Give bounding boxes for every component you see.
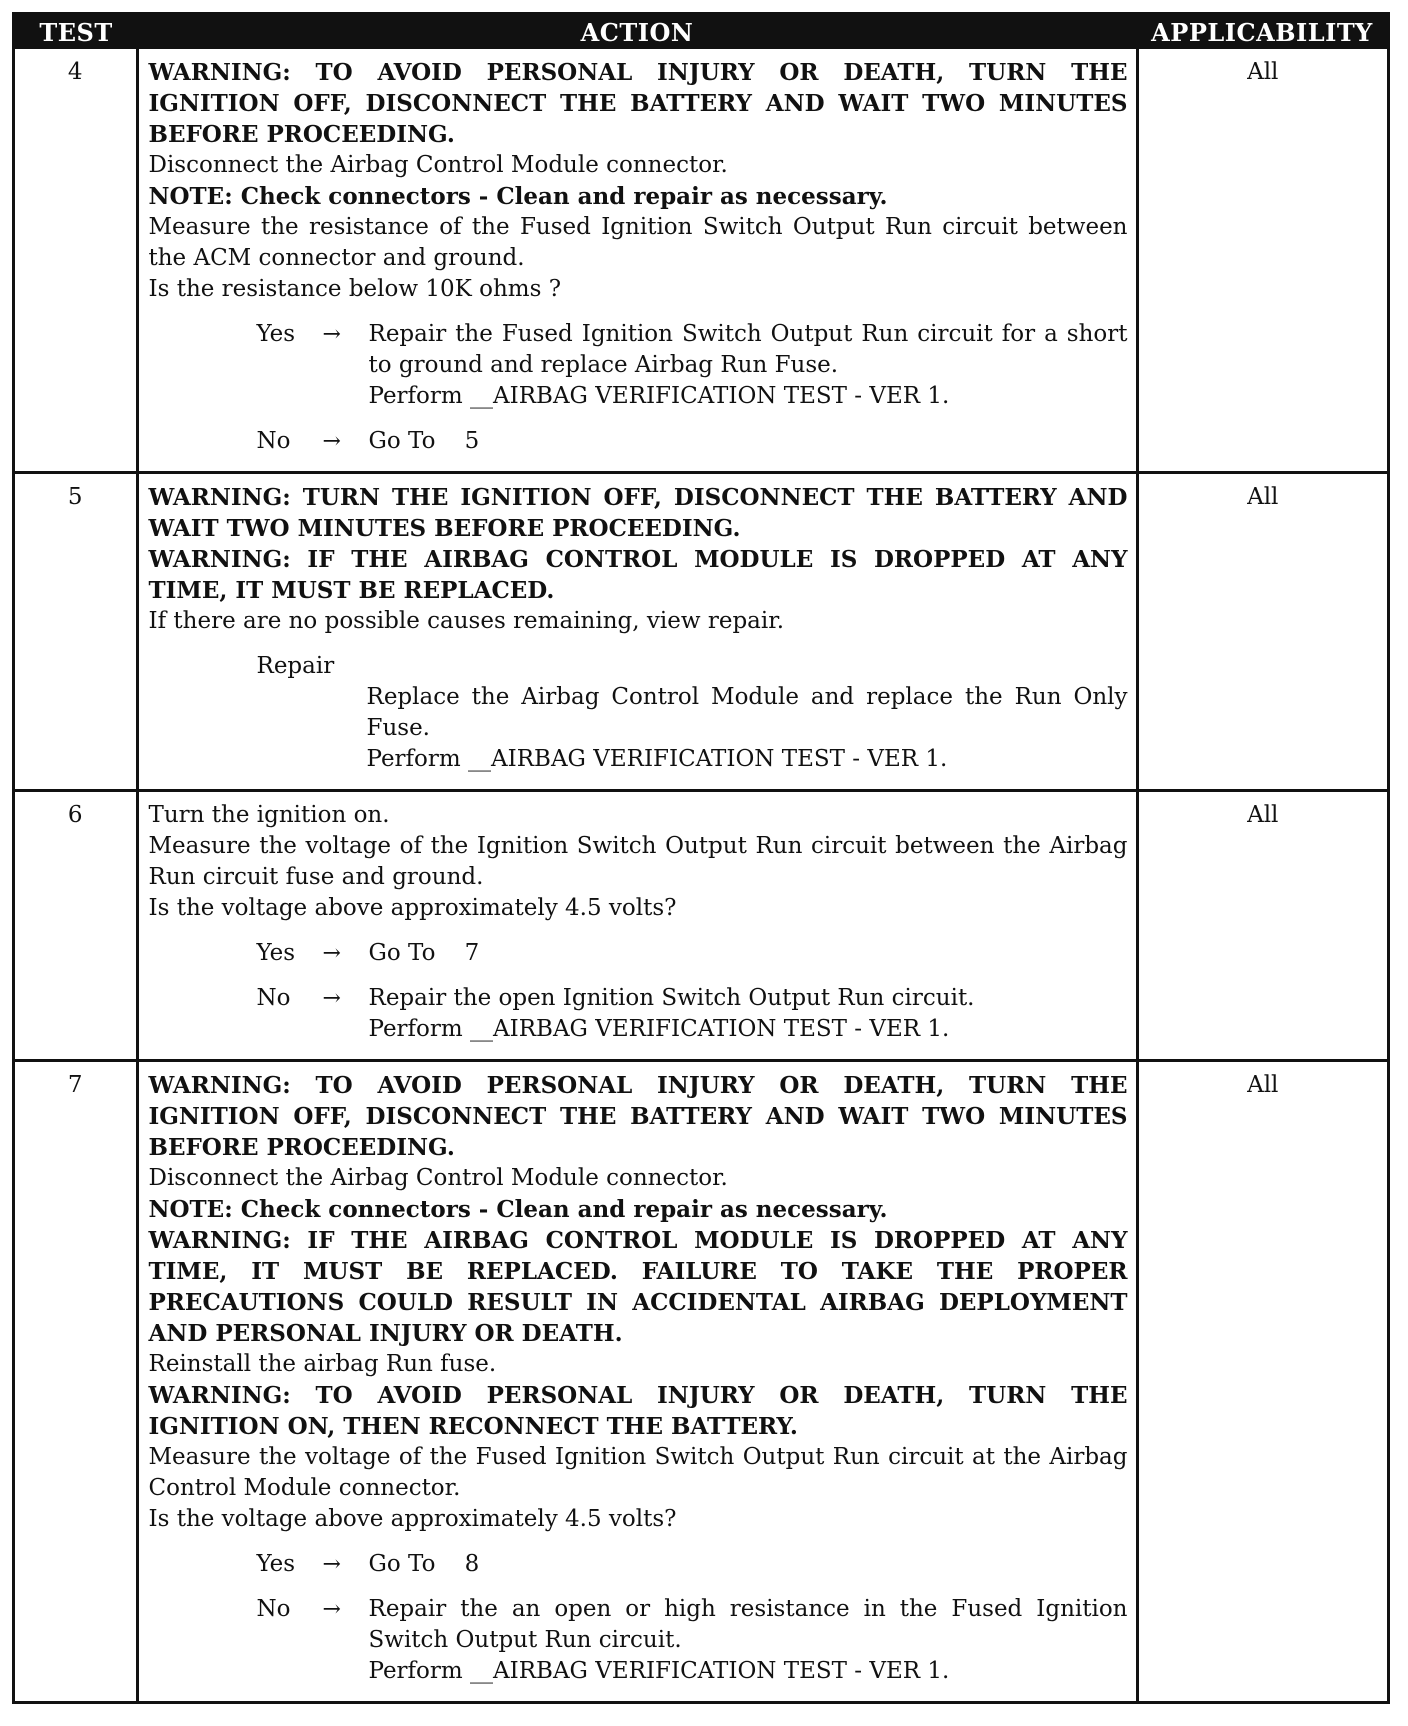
right-arrow-icon: → (322, 986, 341, 1011)
option-result (369, 319, 1128, 412)
right-arrow-icon: → (322, 1597, 341, 1622)
option-label: Yes (256, 321, 296, 347)
result-line: Perform __AIRBAG VERIFICATION TEST - VER 1. (368, 1016, 950, 1042)
question-text: Is the resistance below 10K ohms ? (148, 276, 562, 302)
note-text: NOTE: Check connectors - Clean and repair as necessary. (148, 1196, 888, 1223)
result-line: Repair the open Ignition Switch Output Run circuit. (368, 985, 975, 1011)
action-text: Reinstall the airbag Run fuse. (148, 1351, 497, 1377)
right-arrow-icon: → (322, 1552, 341, 1577)
applicability-value: All (1137, 791, 1387, 1061)
test-number: 7 (15, 1061, 137, 1702)
repair-label: Repair (256, 653, 335, 679)
question-text: Is the voltage above approximately 4.5 volts? (148, 1506, 677, 1532)
action-cell (137, 49, 1137, 473)
action-text: Measure the voltage of the Ignition Switch Output Run circuit between the Airbag Run circuit fuse and ground. (148, 833, 1128, 890)
repair-instructions (367, 682, 1128, 783)
warning-text: WARNING: TO AVOID PERSONAL INJURY OR DEATH, TURN THE IGNITION OFF, DISCONNECT THE BATTERY AND WAIT TWO MINUTES BEFORE PROCEEDING. (148, 59, 1128, 148)
warning-text: WARNING: TO AVOID PERSONAL INJURY OR DEATH, TURN THE IGNITION OFF, DISCONNECT THE BATTERY AND WAIT TWO MINUTES BEFORE PROCEEDING. (148, 1072, 1128, 1161)
warning-text: WARNING: IF THE AIRBAG CONTROL MODULE IS DROPPED AT ANY TIME, IT MUST BE REPLACED. FAILURE TO TAKE THE PROPER PRECAUTIONS COULD RESULT IN ACCIDENTAL AIRBAG DEPLOYMENT AND PERSONAL INJURY OR DEATH. (148, 1227, 1128, 1347)
header-action: ACTION (137, 15, 1137, 49)
option-result (369, 1594, 1128, 1687)
action-cell (137, 1061, 1137, 1702)
option-label: Yes (256, 1551, 296, 1577)
result-line: Perform __AIRBAG VERIFICATION TEST - VER 1. (368, 1658, 950, 1684)
option-result: Go To 8 (368, 1551, 480, 1577)
header-applicability: APPLICABILITY (1137, 15, 1387, 49)
option-label: No (256, 428, 291, 454)
test-row-4 (15, 49, 1387, 473)
action-text: Measure the voltage of the Fused Ignition Switch Output Run circuit at the Airbag Control Module connector. (148, 1444, 1128, 1501)
action-text: Measure the resistance of the Fused Ignition Switch Output Run circuit between the ACM connector and ground. (148, 214, 1128, 271)
repair-line: Replace the Airbag Control Module and replace the Run Only Fuse. (366, 684, 1128, 741)
option-label: No (256, 1596, 291, 1622)
applicability-value: All (1137, 49, 1387, 473)
test-number: 6 (15, 791, 137, 1061)
diagnostic-test-table (12, 12, 1390, 1704)
option-no (149, 1594, 1128, 1695)
option-yes (149, 1549, 1128, 1580)
applicability-value: All (1137, 1061, 1387, 1702)
option-no (149, 426, 1128, 465)
result-line: Perform __AIRBAG VERIFICATION TEST - VER 1. (368, 383, 950, 409)
applicability-value: All (1137, 473, 1387, 791)
action-text: Disconnect the Airbag Control Module connector. (148, 152, 728, 178)
result-line: Repair the an open or high resistance in the Fused Ignition Switch Output Run circuit. (368, 1596, 1128, 1653)
test-row-5 (15, 473, 1387, 791)
action-text: If there are no possible causes remaining, view repair. (148, 608, 785, 634)
option-label: No (256, 985, 291, 1011)
action-cell (137, 791, 1137, 1061)
header-test: TEST (15, 15, 137, 49)
warning-text: WARNING: IF THE AIRBAG CONTROL MODULE IS DROPPED AT ANY TIME, IT MUST BE REPLACED. (148, 546, 1128, 604)
question-text: Is the voltage above approximately 4.5 volts? (148, 895, 677, 921)
right-arrow-icon: → (322, 941, 341, 966)
result-line: Repair the Fused Ignition Switch Output Run circuit for a short to ground and replace Airbag Run Fuse. (368, 321, 1128, 378)
option-no (149, 983, 1128, 1053)
option-result: Go To 5 (368, 428, 480, 454)
action-text: Turn the ignition on. (148, 802, 390, 828)
test-number: 5 (15, 473, 137, 791)
right-arrow-icon: → (322, 429, 341, 454)
note-text: NOTE: Check connectors - Clean and repair as necessary. (148, 183, 888, 210)
option-yes (149, 938, 1128, 969)
test-number: 4 (15, 49, 137, 473)
option-result: Go To 7 (368, 940, 480, 966)
table-header-row (15, 15, 1387, 49)
test-row-7 (15, 1061, 1387, 1702)
test-row-6 (15, 791, 1387, 1061)
repair-line: Perform __AIRBAG VERIFICATION TEST - VER 1. (366, 746, 948, 772)
option-yes (149, 319, 1128, 412)
right-arrow-icon: → (322, 322, 341, 347)
option-label: Yes (256, 940, 296, 966)
option-result (369, 983, 1128, 1045)
action-text: Disconnect the Airbag Control Module connector. (148, 1165, 728, 1191)
action-cell (137, 473, 1137, 791)
warning-text: WARNING: TO AVOID PERSONAL INJURY OR DEATH, TURN THE IGNITION ON, THEN RECONNECT THE BATTERY. (148, 1382, 1128, 1440)
warning-text: WARNING: TURN THE IGNITION OFF, DISCONNECT THE BATTERY AND WAIT TWO MINUTES BEFORE PROCEEDING. (148, 484, 1128, 542)
